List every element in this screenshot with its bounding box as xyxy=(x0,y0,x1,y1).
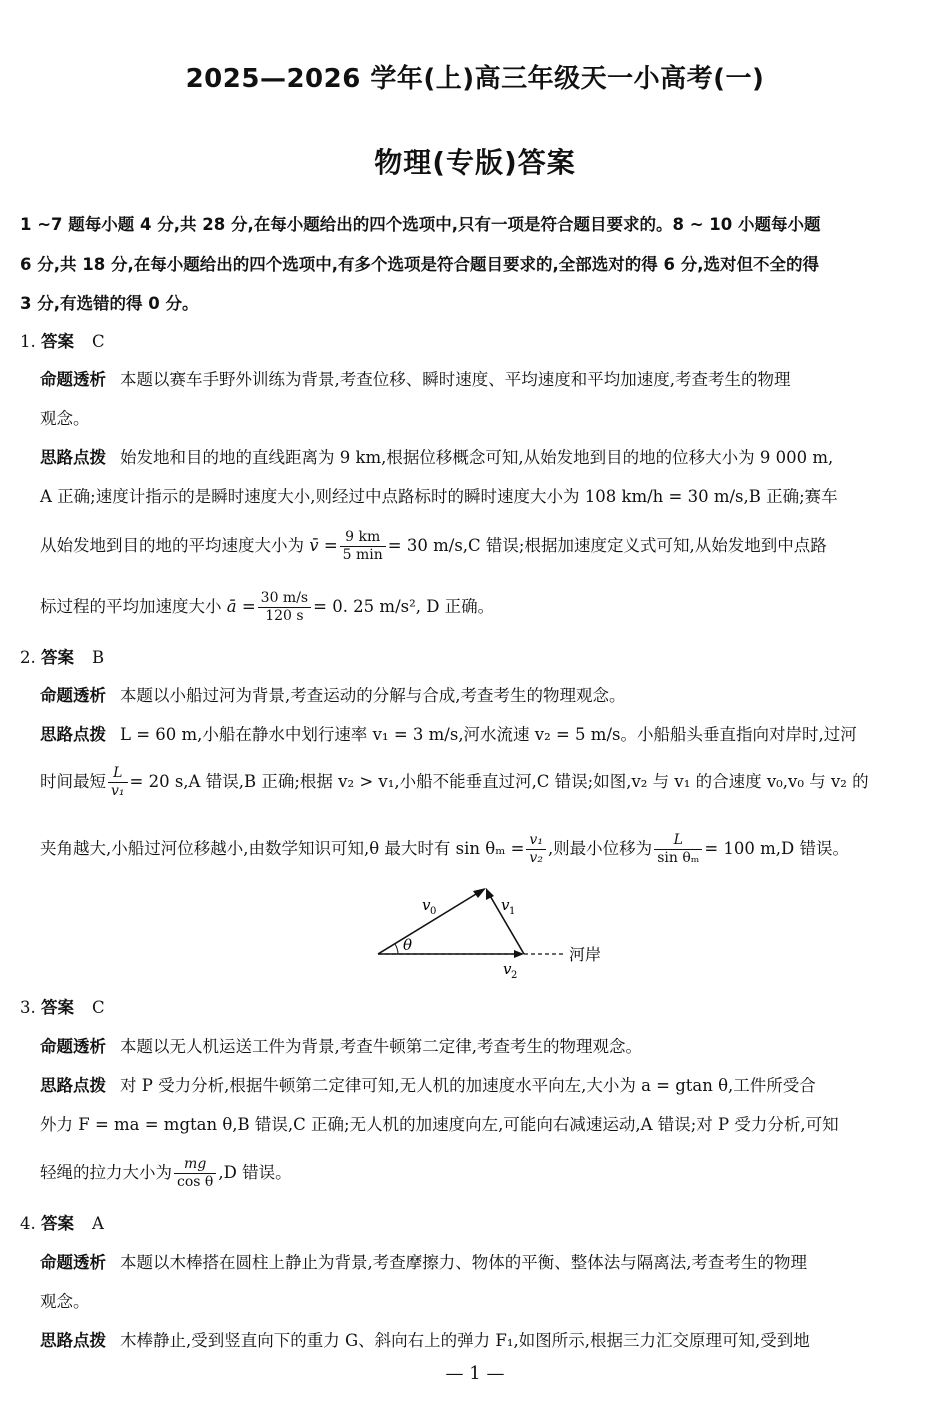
v1-arrowhead xyxy=(486,888,494,900)
q1-avg-accel-symbol: ā = xyxy=(226,597,256,616)
v2-label-sub: 2 xyxy=(511,970,518,981)
q3-hint-text-3a: 轻绳的拉力大小为 xyxy=(40,1163,172,1182)
answer-label: 答案 xyxy=(41,648,74,667)
q1-hint-line-2: A 正确;速度计指示的是瞬时速度大小,则经过中点路标时的瞬时速度大小为 108 km/h = 30 m/s,B 正确;赛车 xyxy=(40,487,838,506)
answer-label: 答案 xyxy=(41,998,74,1017)
q1-hint-text-1: 始发地和目的地的直线距离为 9 km,根据位移概念可知,从始发地到目的地的位移大小为 9 000 m, xyxy=(120,448,834,467)
q2-hint-text-3a: 夹角越大,小船过河位移越小,由数学知识可知,θ 最大时有 sin θₘ = xyxy=(40,839,525,858)
hint-label: 思路点拨 xyxy=(40,725,106,744)
q1-hint-line-3 xyxy=(40,526,930,566)
hint-label: 思路点拨 xyxy=(40,448,106,467)
q1-accel-fraction xyxy=(258,590,311,625)
q1-intent-text-1: 本题以赛车手野外训练为背景,考查位移、瞬时速度、平均速度和平均加速度,考查考生的物理 xyxy=(120,370,791,389)
answer-label: 答案 xyxy=(41,332,74,351)
q1-intent-line-1 xyxy=(40,369,930,391)
fraction-numerator: L xyxy=(108,765,128,783)
hint-label: 思路点拨 xyxy=(40,1076,106,1095)
fraction-numerator: L xyxy=(654,832,702,850)
q1-avg-velocity-symbol: v̄ = xyxy=(309,536,338,555)
q1-hint-line-4 xyxy=(40,587,930,627)
q2-hint-text-3b: ,则最小位移为 xyxy=(547,839,653,858)
q4-hint-text-1: 木棒静止,受到竖直向下的重力 G、斜向右上的弹力 F₁,如图所示,根据三力汇交原理可知,受到地 xyxy=(120,1331,810,1350)
q1-hint-text-4b: = 0. 25 m/s², D 正确。 xyxy=(313,597,495,616)
q2-hint-text-2b: = 20 s,A 错误,B 正确;根据 v₂ > v₁,小船不能垂直过河,C 错误;如图,v₂ 与 v₁ 的合速度 v₀,v₀ 与 v₂ 的 xyxy=(129,772,869,791)
intent-label: 命题透析 xyxy=(40,370,106,389)
intent-label: 命题透析 xyxy=(40,686,106,705)
q1-hint-text-4a: 标过程的平均加速度大小 xyxy=(40,597,222,616)
document-title: 2025—2026 学年(上)高三年级天一小高考(一) xyxy=(185,64,765,94)
q2-intent-text-1: 本题以小船过河为背景,考查运动的分解与合成,考查考生的物理观念。 xyxy=(120,686,626,705)
v0-label: v xyxy=(422,896,431,914)
q3-tension-fraction xyxy=(174,1156,216,1191)
river-bank-label: 河岸 xyxy=(569,945,602,964)
fraction-denominator: 120 s xyxy=(265,608,304,624)
intent-label: 命题透析 xyxy=(40,1037,106,1056)
q3-intent-line-1 xyxy=(40,1036,930,1058)
q4-answer-value: A xyxy=(92,1214,104,1233)
velocity-triangle-diagram xyxy=(360,878,620,983)
q3-hint-text-1: 对 P 受力分析,根据牛顿第二定律可知,无人机的加速度水平向左,大小为 a = gtan θ,工件所受合 xyxy=(120,1076,816,1095)
q4-intent-line-1 xyxy=(40,1252,930,1274)
v1-label: v xyxy=(501,896,510,914)
v0-arrowhead xyxy=(473,888,486,898)
hint-label: 思路点拨 xyxy=(40,1331,106,1350)
fraction-denominator: 5 min xyxy=(342,547,383,563)
fraction-denominator: cos θ xyxy=(177,1174,214,1190)
fraction-denominator: v₁ xyxy=(111,783,125,799)
intro-line-3: 3 分,有选错的得 0 分。 xyxy=(20,294,199,313)
fraction-denominator: sin θₘ xyxy=(657,850,700,866)
q3-number: 3. xyxy=(20,998,36,1017)
q1-hint-text-3b: = 30 m/s,C 错误;根据加速度定义式可知,从始发地到中点路 xyxy=(387,536,827,555)
q2-sin-fraction xyxy=(526,832,546,867)
q1-intent-line-2: 观念。 xyxy=(40,409,90,428)
theta-label: θ xyxy=(403,936,413,954)
v2-label: v xyxy=(503,960,512,978)
q4-number: 4. xyxy=(20,1214,36,1233)
q1-answer-line xyxy=(20,331,932,353)
q2-displacement-fraction xyxy=(654,832,702,867)
q2-answer-value: B xyxy=(92,648,105,667)
q3-answer-value: C xyxy=(92,998,105,1017)
v1-label-sub: 1 xyxy=(509,906,516,917)
q3-intent-text-1: 本题以无人机运送工件为背景,考查牛顿第二定律,考查考生的物理观念。 xyxy=(120,1037,642,1056)
q4-intent-line-2: 观念。 xyxy=(40,1292,90,1311)
q2-hint-text-1: L = 60 m,小船在静水中划行速率 v₁ = 3 m/s,河水流速 v₂ = 5 m/s。小船船头垂直指向对岸时,过河 xyxy=(120,725,857,744)
q1-number: 1. xyxy=(20,332,36,351)
fraction-denominator: v₂ xyxy=(529,850,543,866)
q1-hint-line-1 xyxy=(40,447,930,469)
intro-line-1: 1 ~7 题每小题 4 分,共 28 分,在每小题给出的四个选项中,只有一项是符合题目要求的。8 ~ 10 小题每小题 xyxy=(20,215,821,234)
q2-hint-line-1 xyxy=(40,724,930,746)
fraction-numerator: v₁ xyxy=(526,832,546,850)
intent-label: 命题透析 xyxy=(40,1253,106,1272)
q2-hint-text-3c: = 100 m,D 错误。 xyxy=(704,839,850,858)
v0-label-sub: 0 xyxy=(430,906,437,917)
q4-intent-text-1: 本题以木棒搭在圆柱上静止为背景,考查摩擦力、物体的平衡、整体法与隔离法,考查考生的物理 xyxy=(120,1253,807,1272)
theta-arc xyxy=(395,944,398,954)
page-number: — 1 — xyxy=(445,1363,505,1384)
q3-hint-line-1 xyxy=(40,1075,930,1097)
q2-hint-line-2 xyxy=(40,762,930,802)
intro-line-2: 6 分,共 18 分,在每小题给出的四个选项中,有多个选项是符合题目要求的,全部选对的得 6 分,选对但不全的得 xyxy=(20,255,819,274)
fraction-numerator: mg xyxy=(174,1156,216,1174)
q2-hint-line-3 xyxy=(40,829,930,869)
q2-answer-line xyxy=(20,647,932,669)
q2-intent-line-1 xyxy=(40,685,930,707)
q3-hint-text-3b: ,D 错误。 xyxy=(218,1163,292,1182)
document-subtitle: 物理(专版)答案 xyxy=(374,146,576,179)
fraction-numerator: 9 km xyxy=(340,529,386,547)
q2-number: 2. xyxy=(20,648,36,667)
q3-hint-line-3 xyxy=(40,1153,930,1193)
q2-time-fraction xyxy=(108,765,128,800)
q1-answer-value: C xyxy=(92,332,105,351)
q4-hint-line-1 xyxy=(40,1330,930,1352)
answer-label: 答案 xyxy=(41,1214,74,1233)
q3-answer-line xyxy=(20,997,932,1019)
q4-answer-line xyxy=(20,1213,932,1235)
q3-hint-line-2: 外力 F = ma = mgtan θ,B 错误,C 正确;无人机的加速度向左,可能向右减速运动,A 错误;对 P 受力分析,可知 xyxy=(40,1115,839,1134)
q2-hint-text-2a: 时间最短 xyxy=(40,772,106,791)
q1-velocity-fraction xyxy=(340,529,386,564)
fraction-numerator: 30 m/s xyxy=(258,590,311,608)
q1-hint-text-3a: 从始发地到目的地的平均速度大小为 xyxy=(40,536,304,555)
